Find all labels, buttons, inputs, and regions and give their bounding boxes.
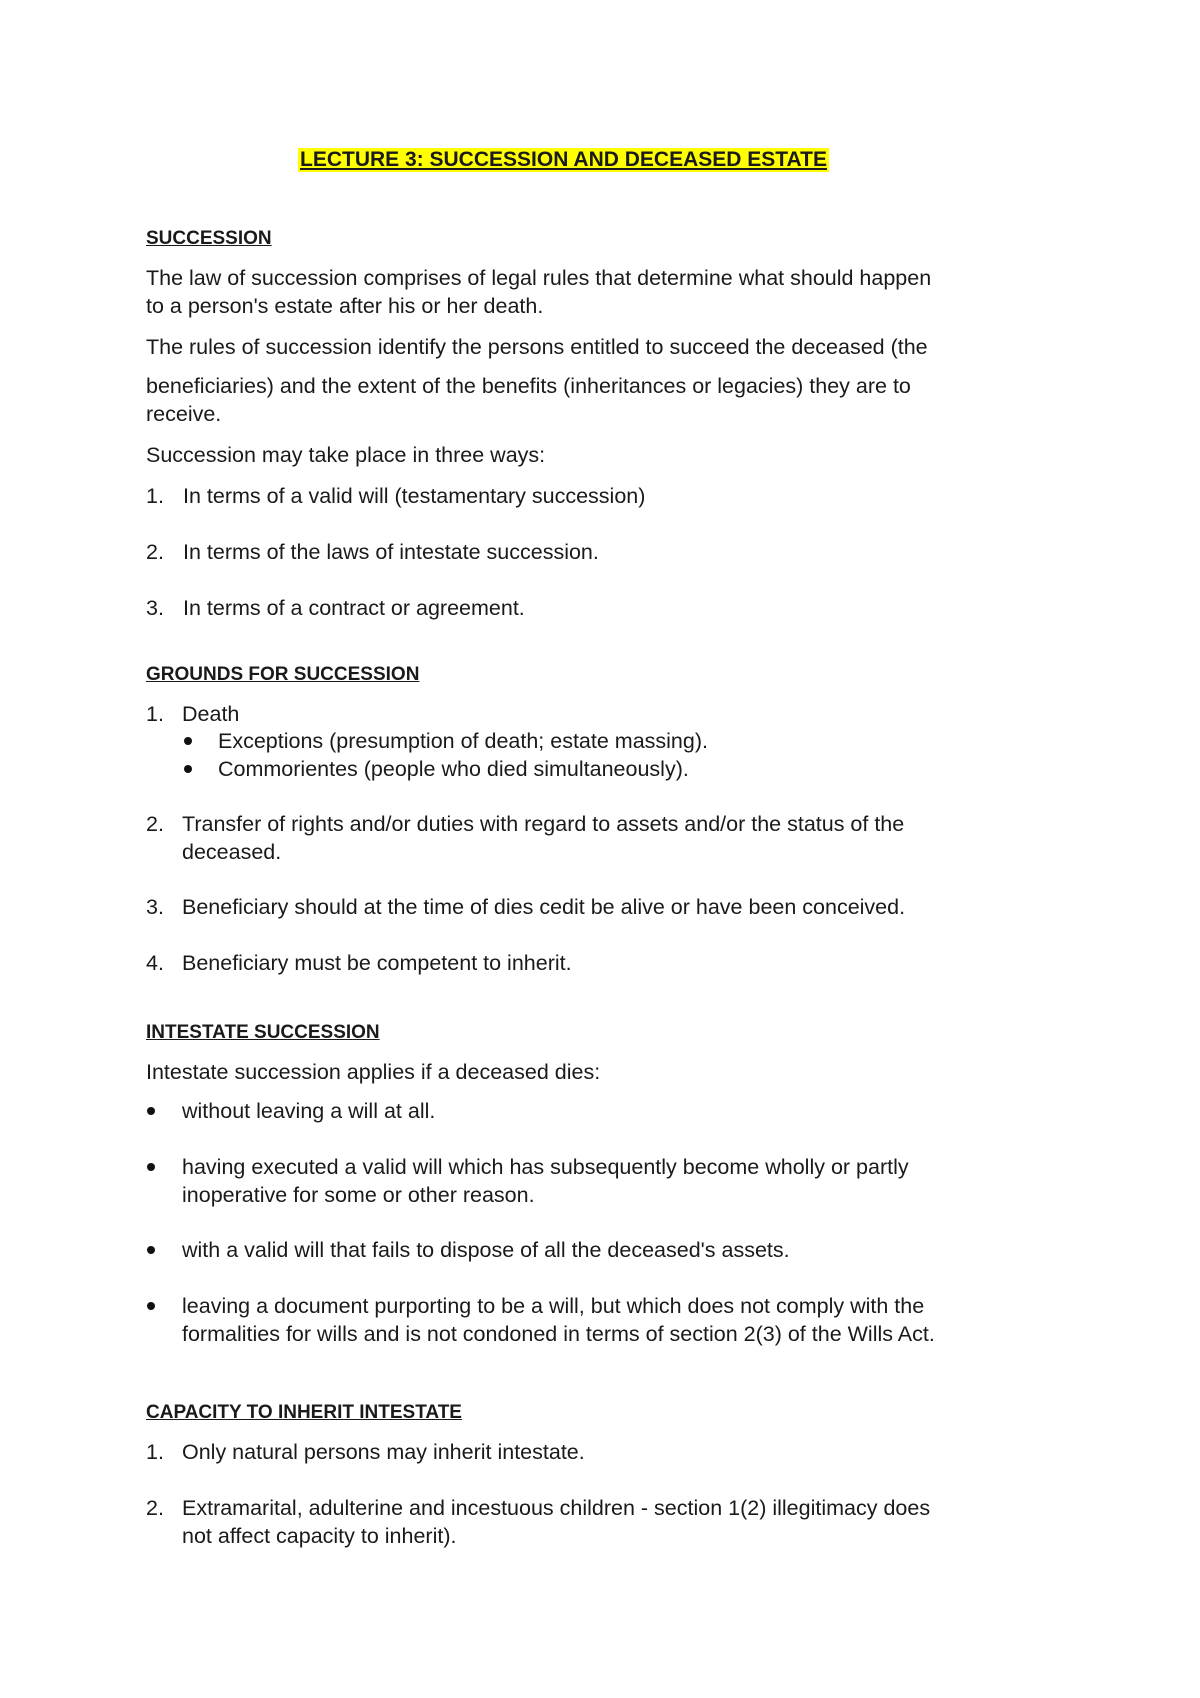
list-number: 4.: [146, 951, 164, 975]
paragraph-line: Intestate succession applies if a deceased dies:: [146, 1060, 601, 1084]
list-item: Transfer of rights and/or duties with regard to assets and/or the status of the: [182, 812, 905, 836]
list-number: 3.: [146, 596, 164, 620]
bullet-icon: [147, 1107, 155, 1115]
bullet-icon: [147, 1163, 155, 1171]
section-heading-grounds: GROUNDS FOR SUCCESSION: [146, 664, 420, 685]
sub-list-item: Commorientes (people who died simultaneously).: [218, 757, 689, 781]
list-item: In terms of the laws of intestate succession.: [183, 540, 599, 564]
list-item-continued: deceased.: [182, 840, 282, 864]
list-number: 2.: [146, 540, 164, 564]
list-number: 1.: [146, 1440, 164, 1464]
list-item: Beneficiary must be competent to inherit.: [182, 951, 572, 975]
section-heading-intestate: INTESTATE SUCCESSION: [146, 1022, 380, 1043]
list-number: 1.: [146, 702, 164, 726]
bullet-icon: [184, 737, 192, 745]
list-item-continued: not affect capacity to inherit).: [182, 1524, 457, 1548]
list-number: 3.: [146, 895, 164, 919]
section-heading-succession: SUCCESSION: [146, 228, 272, 249]
list-item: In terms of a valid will (testamentary succession): [183, 484, 646, 508]
page-title: LECTURE 3: SUCCESSION AND DECEASED ESTATE: [300, 148, 827, 171]
paragraph-line: receive.: [146, 402, 222, 426]
sub-list-item: Exceptions (presumption of death; estate massing).: [218, 729, 708, 753]
paragraph-line: The law of succession comprises of legal rules that determine what should happen: [146, 266, 932, 290]
list-number: 1.: [146, 484, 164, 508]
list-item-continued: inoperative for some or other reason.: [182, 1183, 535, 1207]
paragraph-line: to a person's estate after his or her death.: [146, 294, 544, 318]
list-item: having executed a valid will which has subsequently become wholly or partly: [182, 1155, 909, 1179]
list-item: without leaving a will at all.: [182, 1099, 436, 1123]
list-item: leaving a document purporting to be a will, but which does not comply with the: [182, 1294, 925, 1318]
bullet-icon: [184, 765, 192, 773]
paragraph-line: Succession may take place in three ways:: [146, 443, 546, 467]
list-item: with a valid will that fails to dispose of all the deceased's assets.: [182, 1238, 790, 1262]
list-item: Only natural persons may inherit intestate.: [182, 1440, 585, 1464]
bullet-icon: [147, 1246, 155, 1254]
list-item: Extramarital, adulterine and incestuous children - section 1(2) illegitimacy does: [182, 1496, 931, 1520]
list-item: Beneficiary should at the time of dies cedit be alive or have been conceived.: [182, 895, 906, 919]
paragraph-line: The rules of succession identify the persons entitled to succeed the deceased (the: [146, 335, 928, 359]
bullet-icon: [147, 1302, 155, 1310]
list-number: 2.: [146, 1496, 164, 1520]
list-item: In terms of a contract or agreement.: [183, 596, 525, 620]
paragraph-line: beneficiaries) and the extent of the benefits (inheritances or legacies) they are to: [146, 374, 911, 398]
section-heading-capacity: CAPACITY TO INHERIT INTESTATE: [146, 1402, 462, 1423]
list-item-continued: formalities for wills and is not condoned in terms of section 2(3) of the Wills Act.: [182, 1322, 935, 1346]
list-item: Death: [182, 702, 240, 726]
list-number: 2.: [146, 812, 164, 836]
